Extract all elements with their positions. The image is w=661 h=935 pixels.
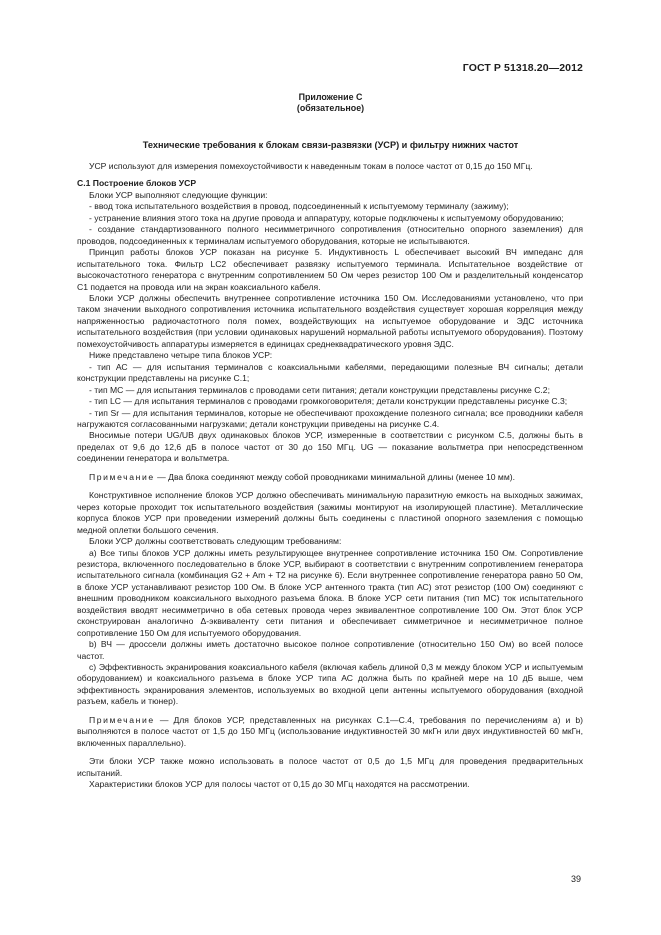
main-title: Технические требования к блокам связи-развязки (УСР) и фильтру нижних частот: [142, 140, 519, 150]
paragraph: Конструктивное исполнение блоков УСР должно обеспечивать минимальную паразитную емкость на выходных зажимах, через которые проходит ток испытательного воздействия (зажимы монтируют на изолирующей пластине). Металлические корпуса блоков УСР при проведении измерений должны быть соединены с пластиной опорного заземления с помощью медной оплетки большого сечения.: [77, 490, 583, 535]
note-label: Примечание: [89, 471, 155, 482]
note-label: Примечание: [89, 714, 155, 725]
note-text: — Для блоков УСР, представленных на рисунках С.1—С.4, требования по перечислениям а) и b) выполняются в полосе частот от 1,5 до 150 МГц (использование индуктивностей 30 мкГн или двух индуктивностей 60 мкГн, включенных параллельно).: [77, 714, 583, 748]
list-item: b) ВЧ — дроссели должны иметь достаточно высокое полное сопротивление (относительно 150 Ом) во всей полосе частот.: [77, 639, 583, 661]
paragraph: Принцип работы блоков УСР показан на рисунке 5. Индуктивность L обеспечивает высокий ВЧ импеданс для испытательного тока. Фильтр LC2 обеспечивает развязку испытуемого терминала. Испытательное воздействие от высокочастотного генератора с внутренним сопротивлением 50 Ом через резистор 100 Ом и разделительный конденсатор С1 подается на провода или на экран коаксиального кабеля.: [77, 247, 583, 292]
paragraph: Ниже представлено четыре типа блоков УСР:: [89, 350, 273, 361]
list-item: - тип АС — для испытания терминалов с коаксиальными кабелями, передающими полезные ВЧ сигналы; детали конструкции представлены на рисунке С.1;: [77, 361, 583, 384]
list-item: - ввод тока испытательного воздействия в провод, подсоединенный к испытуемому терминалу (зажиму);: [89, 201, 509, 212]
list-item: а) Все типы блоков УСР должны иметь результирующее внутреннее сопротивление источника 150 Ом. Сопротивление резистора, включенного последовательно в блоке УСР, выбирают в соответствии с внутренним сопротивлением генератора испытательного сигнала (комбинация G2 + Am + T2 на рисунке 6). Если внутреннее сопротивление генератора равно 50 Ом, в блоке УСР устанавливают резистор 100 Ом. В блоке УСР антенного тракта (тип АС) этот резистор (100 Ом) соединяют с внешним проводником коаксиального выходного разъема блока. В блоке УСР сети питания (тип МС) ток испытательного воздействия вводят несимметрично в оба сетевых провода через эквивалентное сопротивление 100 Ом. Этот блок УСР сконструирован аналогично Δ-эквиваленту сети питания и обеспечивает симметричное и несимметричное полное сопротивление 150 Ом для испытуемого оборудования.: [77, 547, 583, 638]
note: [77, 472, 583, 483]
list-item: - тип LC — для испытания терминалов с проводами громкоговорителя; детали конструкции представлены рисунке С.3;: [89, 396, 568, 407]
paragraph: Эти блоки УСР также можно использовать в полосе частот от 0,5 до 1,5 МГц для проведения предварительных испытаний.: [77, 756, 583, 778]
paragraph: Блоки УСР должны соответствовать следующим требованиям:: [89, 536, 342, 547]
appendix-subtitle: (обязательное): [296, 103, 365, 113]
list-item: - тип МС — для испытания терминалов с проводами сети питания; детали конструкции представлены рисунке С.2;: [89, 384, 550, 395]
intro-paragraph: УСР используют для измерения помехоустойчивости к наведенным токам в полосе частот от 0,15 до 150 МГц.: [89, 161, 533, 171]
list-item: - тип Sr — для испытания терминалов, которые не обеспечивают прохождение полезного сигнала; все проводники кабеля нагружаются согласованными нагрузками; детали конструкции приведены на рисунке С.4.: [77, 407, 583, 429]
appendix-title: Приложение С: [298, 92, 363, 102]
section-title: С.1 Построение блоков УСР: [77, 178, 197, 189]
paragraph: Характеристики блоков УСР для полосы частот от 0,15 до 30 МГц находятся на рассмотрении.: [89, 779, 470, 790]
list-item: - устранение влияния этого тока на другие провода и аппаратуру, которые подключены к испытуемому оборудованию;: [89, 212, 564, 223]
paragraph: Блоки УСР выполняют следующие функции:: [89, 189, 268, 200]
appendix-heading: [0, 92, 661, 114]
note: [77, 715, 583, 749]
page-number: 39: [570, 874, 581, 884]
paragraph: Вносимые потери UG/UB двух одинаковых блоков УСР, измеренные в соответствии с рисунком С.5, должны быть в пределах от 9,6 до 12,6 дБ в полосе частот от 30 до 150 МГц. UG — показание вольтметра при непосредственном соединении генератора и вольтметра.: [77, 430, 583, 464]
list-item: - создание стандартизованного полного несимметричного сопротивления (относительно опорного заземления) для проводов, подсоединенных к терминалам испытуемого оборудования, которые не испытываются.: [77, 224, 583, 246]
note-text: — Два блока соединяют между собой проводниками минимальной длины (менее 10 мм).: [157, 471, 515, 482]
paragraph: Блоки УСР должны обеспечить внутреннее сопротивление источника 150 Ом. Исследованиями установлено, что при таком значении выходного сопротивления источника испытательного воздействия существует хорошая корреляция между напряженностью радиочастотного поля помех, воздействующих на испытуемое оборудование и ЭДС источника испытательного воздействия (при условии одинаковых нарушений нормальной работы испытуемого оборудования). Поэтому помехоустойчивость аппаратуры измеряется в единицах среднеквадратического уровня ЭДС.: [77, 292, 583, 349]
document-body: [77, 161, 583, 791]
document-code: ГОСТ Р 51318.20—2012: [462, 62, 583, 74]
list-item: с) Эффективность экранирования коаксиального кабеля (включая кабель длиной 0,3 м между блоком УСР и испытуемым оборудованием) и коаксиального разъема в блоке УСР типа АС должна быть по крайней мере на 10 дБ выше, чем эффективность экранирования элементов, используемых во входной цепи антенны испытуемого оборудования (входной разъем, кабель и тюнер).: [77, 662, 583, 707]
